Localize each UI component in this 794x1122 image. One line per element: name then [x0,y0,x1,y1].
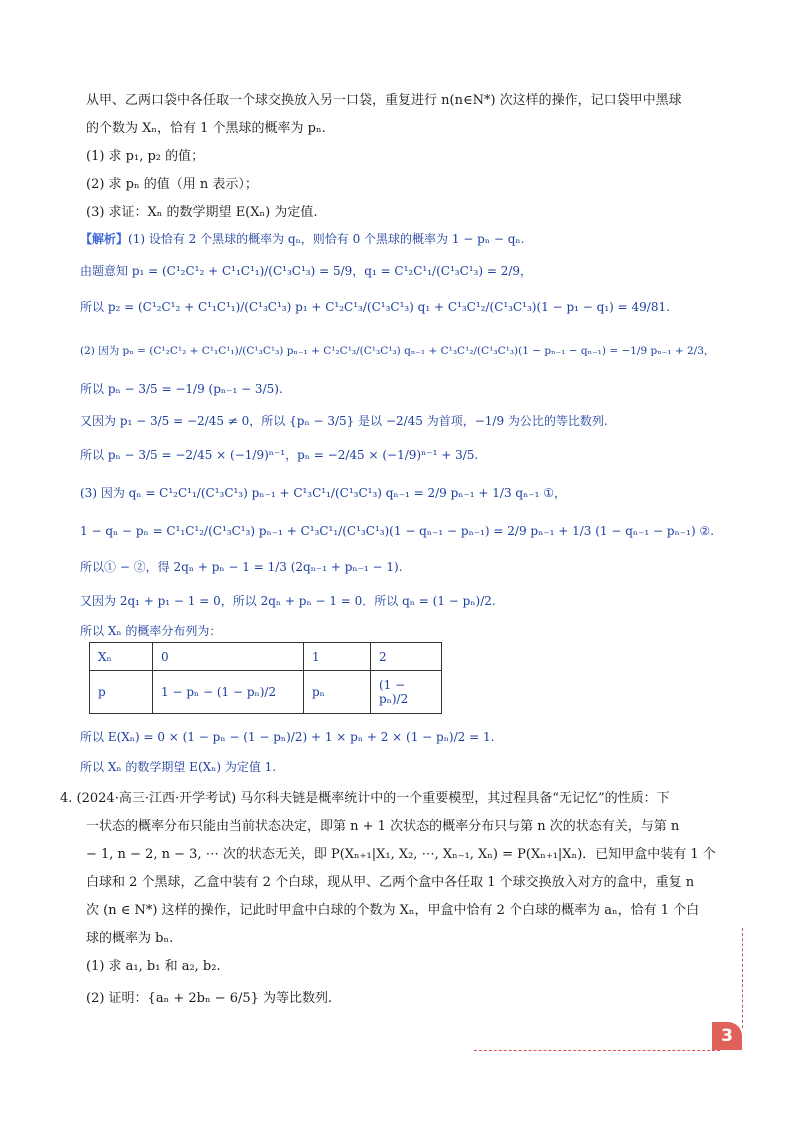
solution-line-10: 又因为 2q₁ + p₁ − 1 = 0，所以 2qₙ + pₙ − 1 = 0．所以 qₙ = (1 − pₙ)/2. [80,594,496,608]
problem4-question2: (2) 证明：{aₙ + 2bₙ − 6/5} 为等比数列. [86,991,333,1006]
problem4-line-0: 4. (2024·高三·江西·开学考试) 马尔科夫链是概率统计中的一个重要模型，其过程具备“无记忆”的性质：下 [60,791,670,806]
problem4-question1: (1) 求 a₁, b₁ 和 a₂, b₂. [86,959,221,974]
problem3-question1: (1) 求 p₁, p₂ 的值； [86,149,205,164]
solution-line-4: 所以 pₙ − 3/5 = −1/9 (pₙ₋₁ − 3/5). [80,382,283,396]
table-cell: 0 [153,643,304,671]
table-cell: (1 − pₙ)/2 [371,671,442,714]
problem4-line-5: 球的概率为 bₙ. [86,931,174,946]
solution-line-3: (2) 因为 pₙ = (C¹₂C¹₂ + C¹₁C¹₁)/(C¹₃C¹₃) pₙ₋₁ + C¹₂C¹₃/(C¹₃C¹₃) qₙ₋₁ + C¹₃C¹₂/(C¹₃C¹₃)(1 − pₙ₋₁ − qₙ₋₁) = −1/9 pₙ₋₁ + 2/3， [80,345,715,357]
solution-tag: 【解析】 [80,232,129,246]
problem3-stem-line2: 的个数为 Xₙ，恰有 1 个黑球的概率为 pₙ. [86,121,326,136]
solution-line-11: 所以 Xₙ 的概率分布列为： [80,624,222,638]
table-row [90,643,442,671]
table-cell: p [90,671,153,714]
page-border-horizontal [474,1050,720,1051]
problem4-line-3: 白球和 2 个黑球，乙盒中装有 2 个白球，现从甲、乙两个盒中各任取 1 个球交换放入对方的盒中，重复 n [86,875,695,890]
page-number: 3 [712,1022,742,1050]
problem3-stem-line1: 从甲、乙两口袋中各任取一个球交换放入另一口袋，重复进行 n(n∈N*) 次这样的操作，记口袋甲中黑球 [86,93,682,108]
table-cell: pₙ [304,671,371,714]
solution-line-6: 所以 pₙ − 3/5 = −2/45 × (−1/9)ⁿ⁻¹，pₙ = −2/45 × (−1/9)ⁿ⁻¹ + 3/5. [80,448,479,462]
solution-line-5: 又因为 p₁ − 3/5 = −2/45 ≠ 0，所以 {pₙ − 3/5} 是以 −2/45 为首项，−1/9 为公比的等比数列. [80,414,608,428]
table-row [90,671,442,714]
problem3-question3: (3) 求证：Xₙ 的数学期望 E(Xₙ) 为定值. [86,205,318,220]
solution-line-1: 由题意知 p₁ = (C¹₂C¹₂ + C¹₁C¹₁)/(C¹₃C¹₃) = 5/9，q₁ = C¹₂C¹₁/(C¹₃C¹₃) = 2/9， [80,264,533,278]
table-cell: 1 [304,643,371,671]
problem3-question2: (2) 求 pₙ 的值（用 n 表示）； [86,177,258,192]
solution-line-9: 所以① − ②，得 2qₙ + pₙ − 1 = 1/3 (2qₙ₋₁ + pₙ₋₁ − 1). [80,560,403,574]
problem4-line-2: − 1, n − 2, n − 3, ⋯ 次的状态无关，即 P(Xₙ₊₁|X₁, X₂, ⋯, Xₙ₋₁, Xₙ) = P(Xₙ₊₁|Xₙ)．已知甲盒中装有 1 个 [86,847,716,862]
page-border-vertical [742,928,743,1028]
table-cell: 1 − pₙ − (1 − pₙ)/2 [153,671,304,714]
problem4-line-4: 次 (n ∈ N*) 这样的操作，记此时甲盒中白球的个数为 Xₙ，甲盒中恰有 2 个白球的概率为 aₙ，恰有 1 个白 [86,903,700,918]
table-cell: 2 [371,643,442,671]
solution-line-8: 1 − qₙ − pₙ = C¹₁C¹₂/(C¹₃C¹₃) pₙ₋₁ + C¹₃C¹₁/(C¹₃C¹₃)(1 − qₙ₋₁ − pₙ₋₁) = 2/9 pₙ₋₁ + 1/3 (1 − qₙ₋₁ − pₙ₋₁) ②. [80,524,715,538]
table-cell: Xₙ [90,643,153,671]
distribution-table [89,642,442,714]
problem4-line-1: 一状态的概率分布只能由当前状态决定，即第 n + 1 次状态的概率分布只与第 n 次的状态有关，与第 n [86,819,680,834]
solution-expectation: 所以 E(Xₙ) = 0 × (1 − pₙ − (1 − pₙ)/2) + 1 × pₙ + 2 × (1 − pₙ)/2 = 1. [80,730,495,744]
solution-line-7: (3) 因为 qₙ = C¹₂C¹₁/(C¹₃C¹₃) pₙ₋₁ + C¹₃C¹₁/(C¹₃C¹₃) qₙ₋₁ = 2/9 pₙ₋₁ + 1/3 qₙ₋₁ ①， [80,486,566,500]
solution-line-0: 【解析】(1) 设恰有 2 个黑球的概率为 qₙ，则恰有 0 个黑球的概率为 1 − pₙ − qₙ. [80,232,525,246]
solution-line-2: 所以 p₂ = (C¹₂C¹₂ + C¹₁C¹₁)/(C¹₃C¹₃) p₁ + C¹₂C¹₃/(C¹₃C¹₃) q₁ + C¹₃C¹₂/(C¹₃C¹₃)(1 − p₁ − q₁) = 49/81. [80,300,670,314]
solution-conclusion: 所以 Xₙ 的数学期望 E(Xₙ) 为定值 1. [80,760,277,774]
